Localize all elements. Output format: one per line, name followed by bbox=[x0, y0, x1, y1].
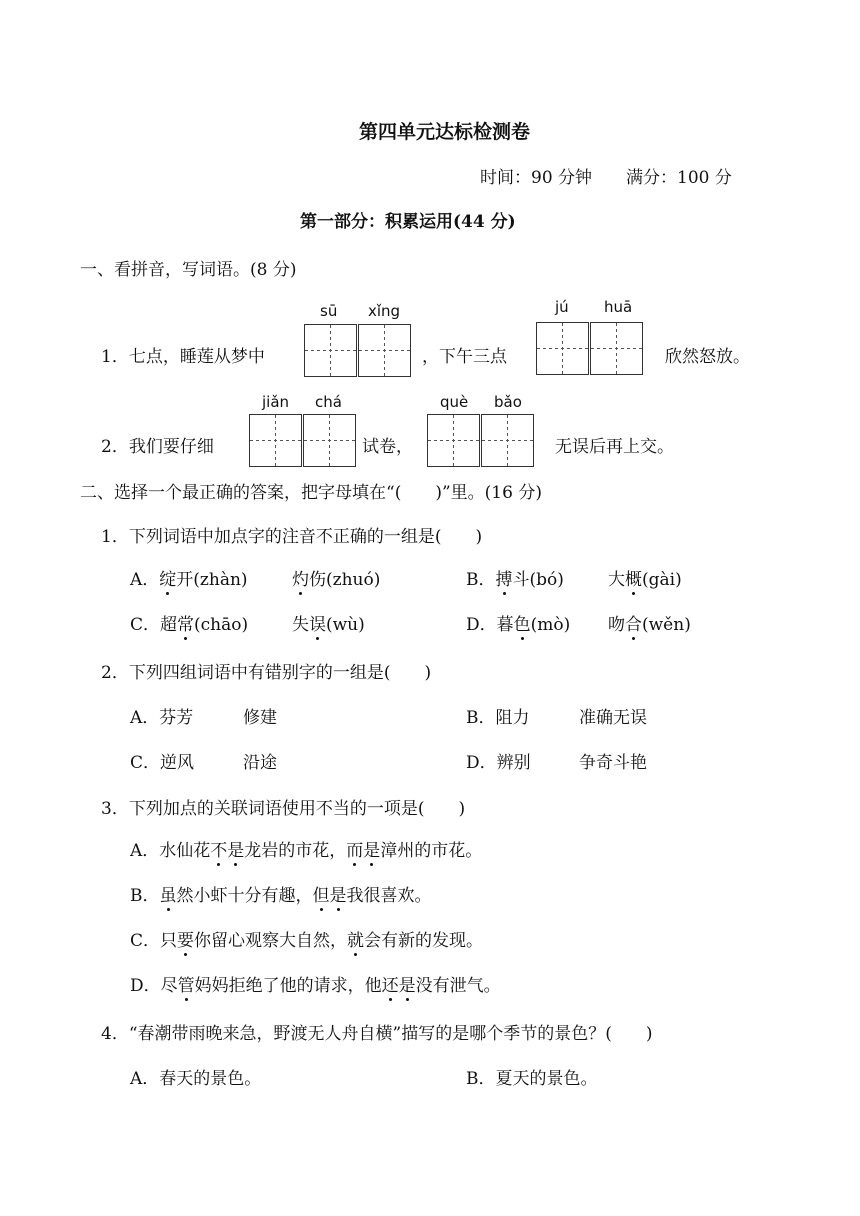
q1-1-suffix: 欣然怒放。 bbox=[665, 347, 750, 367]
option-label: C． bbox=[130, 615, 161, 635]
dotted-char: 不 bbox=[210, 841, 228, 861]
full-score: 满分：100 分 bbox=[626, 168, 732, 188]
pinyin-hua: huā bbox=[604, 298, 633, 316]
word-text: 吻 bbox=[608, 615, 625, 635]
q1-1-prefix: 1．七点，睡莲从梦中 bbox=[101, 347, 265, 367]
word-text: (mò) bbox=[530, 615, 571, 635]
word-text: 失 bbox=[292, 615, 309, 635]
sentence-text: 你留心观察大自然， bbox=[194, 931, 348, 951]
answer-box[interactable] bbox=[536, 322, 589, 375]
dotted-char: 而 bbox=[346, 841, 364, 861]
pinyin-bao: bǎo bbox=[494, 393, 522, 411]
sentence-text: 妈妈拒绝了他的请求，他 bbox=[194, 976, 382, 996]
pinyin-su: sū bbox=[320, 302, 338, 320]
section-1-heading: 一、看拼音，写词语。(8 分) bbox=[80, 260, 297, 280]
dotted-char: 但 bbox=[312, 886, 330, 906]
pinyin-jian: jiǎn bbox=[262, 393, 290, 411]
part-heading: 第一部分：积累运用(44 分) bbox=[300, 212, 516, 232]
answer-box[interactable] bbox=[358, 324, 411, 377]
word-text: (gài) bbox=[642, 570, 682, 590]
option-c-word2: 沿途 bbox=[243, 753, 277, 773]
option-d[interactable] bbox=[466, 610, 570, 635]
answer-box[interactable] bbox=[249, 414, 302, 467]
word-text: 开(zhàn) bbox=[176, 570, 248, 590]
option-d-word2: 争奇斗艳 bbox=[579, 753, 647, 773]
q1-2-prefix: 2．我们要仔细 bbox=[101, 437, 214, 457]
sentence-text: 龙岩的市花， bbox=[244, 841, 347, 861]
word-text: 斗(bó) bbox=[512, 570, 564, 590]
option-a[interactable]: A．春天的景色。 bbox=[130, 1069, 262, 1089]
option-b[interactable] bbox=[466, 565, 564, 590]
answer-box[interactable] bbox=[303, 414, 356, 467]
option-a[interactable] bbox=[130, 565, 248, 590]
sentence-text: 漳州的市花。 bbox=[380, 841, 483, 861]
option-c[interactable] bbox=[130, 610, 248, 635]
q1-2-suffix: 无误后再上交。 bbox=[555, 437, 674, 457]
option-b-word2 bbox=[608, 565, 682, 590]
word-text: (chāo) bbox=[194, 615, 249, 635]
option-c-word2 bbox=[292, 610, 365, 635]
dotted-char: 常 bbox=[177, 615, 195, 635]
sentence-text: C．只 bbox=[130, 931, 178, 951]
q2-4-stem: 4．“春潮带雨晚来急，野渡无人舟自横”描写的是哪个季节的景色？( ) bbox=[101, 1024, 653, 1044]
dotted-char: 管 bbox=[177, 976, 195, 996]
word-text: 超 bbox=[160, 615, 178, 635]
sentence-text: 我很喜欢。 bbox=[346, 886, 432, 906]
dotted-char: 概 bbox=[625, 570, 642, 590]
option-b[interactable]: B．夏天的景色。 bbox=[466, 1069, 598, 1089]
sentence-text: 没有泄气。 bbox=[415, 976, 501, 996]
answer-box[interactable] bbox=[304, 324, 357, 377]
time-limit: 时间：90 分钟 bbox=[480, 168, 593, 188]
dotted-char: 是 bbox=[363, 841, 381, 861]
sentence-text: D．尽 bbox=[130, 976, 178, 996]
sentence-text: A．水仙花 bbox=[130, 841, 211, 861]
pinyin-cha: chá bbox=[315, 393, 342, 411]
option-a-word2 bbox=[292, 565, 380, 590]
option-a[interactable]: A．芬芳 bbox=[130, 708, 194, 728]
option-b[interactable] bbox=[130, 881, 432, 906]
dotted-char: 是 bbox=[398, 976, 416, 996]
pinyin-que: què bbox=[440, 393, 469, 411]
dotted-char: 是 bbox=[227, 841, 245, 861]
dotted-char: 合 bbox=[625, 615, 642, 635]
pinyin-xing: xǐng bbox=[368, 302, 401, 320]
sentence-text: B． bbox=[130, 886, 160, 906]
word-text: (wěn) bbox=[642, 615, 691, 635]
option-a[interactable] bbox=[130, 836, 482, 861]
q1-1-mid: ，下午三点 bbox=[422, 347, 507, 367]
dotted-char: 灼 bbox=[292, 570, 309, 590]
dotted-char: 就 bbox=[347, 931, 365, 951]
section-2-heading: 二、选择一个最正确的答案，把字母填在“( )”里。(16 分) bbox=[80, 483, 542, 503]
answer-box[interactable] bbox=[481, 414, 534, 467]
option-label: D． bbox=[466, 615, 497, 635]
option-b-word2: 准确无误 bbox=[579, 708, 647, 728]
dotted-char: 误 bbox=[309, 615, 326, 635]
q1-2-mid: 试卷， bbox=[362, 437, 413, 457]
sentence-text: 会有新的发现。 bbox=[364, 931, 484, 951]
dotted-char: 还 bbox=[381, 976, 399, 996]
option-c[interactable]: C．逆风 bbox=[130, 753, 195, 773]
word-text: (wù) bbox=[326, 615, 365, 635]
word-text: 伤(zhuó) bbox=[309, 570, 381, 590]
option-b[interactable]: B．阻力 bbox=[466, 708, 530, 728]
option-d-word2 bbox=[608, 610, 691, 635]
q2-3-stem: 3．下列加点的关联词语使用不当的一项是( ) bbox=[101, 799, 466, 819]
pinyin-ju: jú bbox=[555, 298, 569, 316]
dotted-char: 色 bbox=[513, 615, 531, 635]
option-c[interactable] bbox=[130, 926, 483, 951]
dotted-char: 绽 bbox=[159, 570, 177, 590]
word-text: 大 bbox=[608, 570, 625, 590]
option-d[interactable] bbox=[130, 971, 501, 996]
option-label: A． bbox=[130, 570, 160, 590]
option-d[interactable]: D．辨别 bbox=[466, 753, 531, 773]
q2-2-stem: 2．下列四组词语中有错别字的一组是( ) bbox=[101, 663, 432, 683]
word-text: 暮 bbox=[496, 615, 514, 635]
option-a-word2: 修建 bbox=[243, 708, 277, 728]
answer-box[interactable] bbox=[427, 414, 480, 467]
answer-box[interactable] bbox=[590, 322, 643, 375]
dotted-char: 虽 bbox=[159, 886, 177, 906]
dotted-char: 搏 bbox=[495, 570, 513, 590]
dotted-char: 要 bbox=[177, 931, 195, 951]
dotted-char: 是 bbox=[329, 886, 347, 906]
sentence-text: 然小虾十分有趣， bbox=[176, 886, 313, 906]
page-title: 第四单元达标检测卷 bbox=[359, 121, 531, 143]
option-label: B． bbox=[466, 570, 496, 590]
q2-1-stem: 1．下列词语中加点字的注音不正确的一组是( ) bbox=[101, 527, 483, 547]
